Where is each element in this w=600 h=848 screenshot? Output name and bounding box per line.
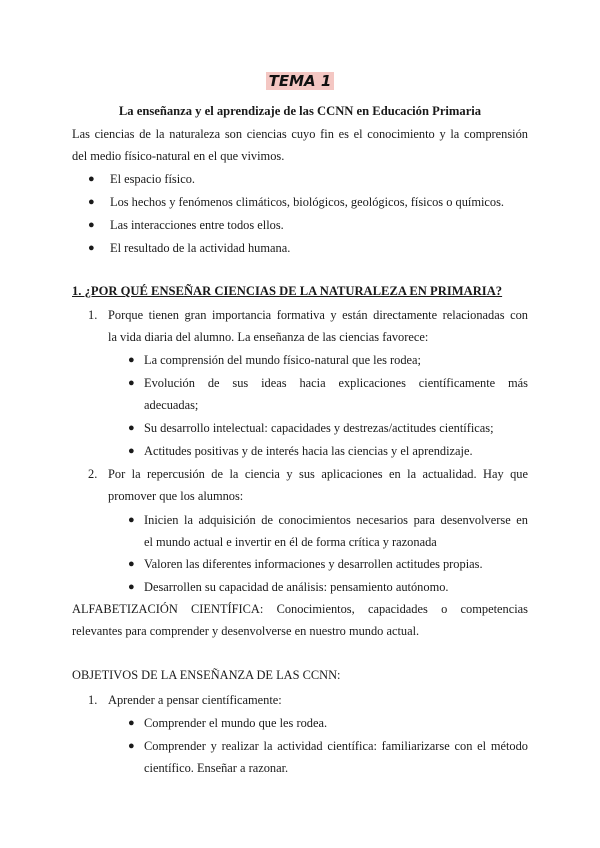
page-title: TEMA 1 [266,72,335,90]
bullet-icon: ● [128,377,135,389]
item-line-2: promover que los alumnos: [108,488,244,503]
list-item-text: Valoren las diferentes informaciones y desarrollen actitudes propias. [144,557,483,571]
list-item-text: El resultado de la actividad humana. [110,241,291,255]
list-item-line: Comprender y realizar la actividad científica: familiarizarse con el método [144,739,528,753]
section-heading: 1. ¿POR QUÉ ENSEÑAR CIENCIAS DE LA NATURALEZA EN PRIMARIA? [72,284,503,298]
bullet-icon: ● [128,514,135,526]
subtitle: La enseñanza y el aprendizaje de las CCNN en Educación Primaria [118,104,482,118]
bullet-icon: ● [128,422,135,434]
item-number: 1. [88,308,98,322]
list-item-text [144,510,528,553]
list-item-text: Su desarrollo intelectual: capacidades y destrezas/actitudes científicas; [144,421,494,435]
list-item-text: Comprender el mundo que les rodea. [144,716,328,730]
item-number: 2. [88,467,98,481]
bullet-icon: ● [128,558,135,570]
list-item-line: Inicien la adquisición de conocimientos necesarios para desenvolverse en [144,513,528,527]
title-wrap [0,72,600,90]
item-text [108,305,528,348]
alfabetizacion-paragraph [72,599,528,642]
item-line-1: Por la repercusión de la ciencia y sus aplicaciones en la actualidad. Hay que [108,467,528,481]
item-line-2: la vida diaria del alumno. La enseñanza de las ciencias favorece: [108,329,429,344]
list-item-text: Actitudes positivas y de interés hacia las ciencias y el aprendizaje. [144,444,473,458]
bullet-icon: ● [88,173,95,185]
list-item-line: adecuadas; [144,397,199,412]
item-number: 1. [88,693,98,707]
alfabetizacion-line-1: ALFABETIZACIÓN CIENTÍFICA: Conocimientos, capacidades o competencias [72,602,528,616]
list-item-text: Las interacciones entre todos ellos. [110,218,284,232]
bullet-icon: ● [128,445,135,457]
list-item-text: Desarrollen su capacidad de análisis: pensamiento autónomo. [144,580,449,594]
alfabetizacion-line-2: relevantes para comprender y desenvolverse en nuestro mundo actual. [72,623,420,638]
intro-line-1: Las ciencias de la naturaleza son ciencias cuyo fin es el conocimiento y la comprensión [72,127,528,141]
bullet-icon: ● [88,242,95,254]
bullet-icon: ● [128,354,135,366]
item-text: Aprender a pensar científicamente: [108,693,282,707]
bullet-icon: ● [88,196,95,208]
list-item-line: científico. Enseñar a razonar. [144,760,289,775]
intro-line-2: del medio físico-natural en el que vivimos. [72,148,285,163]
list-item-line: el mundo actual e invertir en él de forma crítica y razonada [144,534,437,549]
list-item-line: Evolución de sus ideas hacia explicaciones científicamente más [144,376,528,390]
bullet-icon: ● [128,581,135,593]
bullet-icon: ● [128,717,135,729]
intro-paragraph [72,124,528,167]
objetivos-heading: OBJETIVOS DE LA ENSEÑANZA DE LAS CCNN: [72,668,341,682]
bullet-icon: ● [128,740,135,752]
item-line-1: Porque tienen gran importancia formativa y están directamente relacionadas con [108,308,528,322]
list-item-text [144,736,528,779]
list-item-text [144,373,528,416]
list-item-text: El espacio físico. [110,172,195,186]
list-item-text: La comprensión del mundo físico-natural que les rodea; [144,353,421,367]
list-item-text: Los hechos y fenómenos climáticos, biológicos, geológicos, físicos o químicos. [110,195,505,209]
item-text [108,464,528,507]
bullet-icon: ● [88,219,95,231]
